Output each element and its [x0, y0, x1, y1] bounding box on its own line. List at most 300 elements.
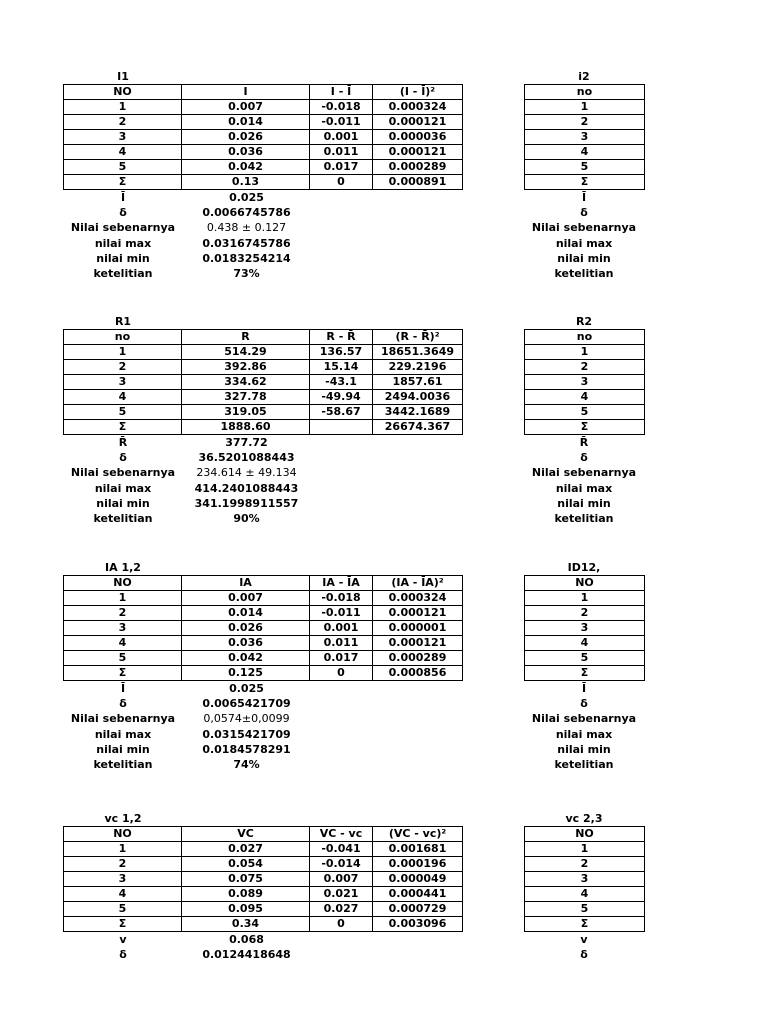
table-row: [525, 130, 645, 145]
stat-row: [63, 511, 323, 526]
table-cell: 1: [525, 591, 645, 606]
table-cell: 4: [525, 390, 645, 405]
table-cell: 0.000324: [373, 591, 463, 606]
table-cell: 1: [525, 100, 645, 115]
stat-row: [63, 205, 323, 220]
column-header: no: [525, 330, 645, 345]
table-cell: 0.000121: [373, 115, 463, 130]
stat-row: [63, 450, 323, 465]
table-cell: 4: [64, 887, 182, 902]
table-cell: 0.017: [310, 160, 373, 175]
column-header: NO: [525, 827, 645, 842]
column-header: (I - Ī)²: [373, 85, 463, 100]
table-header-row: [64, 330, 463, 345]
data-table: [524, 575, 645, 681]
table-cell: 1857.61: [373, 375, 463, 390]
table-cell: 0.027: [182, 842, 310, 857]
stat-label: nilai max: [94, 727, 152, 741]
table-cell: 0.021: [310, 887, 373, 902]
stat-value: 0.0066745786: [202, 206, 291, 220]
table-row: [64, 100, 463, 115]
table-cell: -0.011: [310, 115, 373, 130]
stat-label: δ: [119, 206, 127, 220]
table-cell: -0.018: [310, 100, 373, 115]
stat-label: R̄: [579, 436, 589, 449]
table-cell: 0.007: [182, 100, 310, 115]
table-row: [64, 857, 463, 872]
stat-row: [524, 681, 654, 696]
stat-value: 0.0124418648: [202, 948, 291, 962]
table-row: [64, 175, 463, 190]
column-header: NO: [64, 85, 182, 100]
table-row: [525, 390, 645, 405]
table-cell: 2: [64, 360, 182, 375]
table-row: [525, 621, 645, 636]
table-cell: 15.14: [310, 360, 373, 375]
data-table: [63, 575, 463, 681]
table-cell: 0.000036: [373, 130, 463, 145]
table-row: [64, 115, 463, 130]
table-cell: 0.014: [182, 115, 310, 130]
stat-label: δ: [580, 451, 588, 465]
data-table: [63, 826, 463, 932]
table-cell: 3: [525, 621, 645, 636]
table-cell: -0.041: [310, 842, 373, 857]
table-row: [64, 160, 463, 175]
table-cell: 0.089: [182, 887, 310, 902]
table-header-row: [64, 827, 463, 842]
stat-label: v: [580, 933, 588, 946]
table-cell: 0.036: [182, 145, 310, 160]
table-cell: 5: [525, 902, 645, 917]
stat-row: [63, 481, 323, 496]
stat-label: δ: [580, 206, 588, 220]
table-cell: 0.13: [182, 175, 310, 190]
stat-label: nilai max: [555, 727, 613, 741]
column-header: NO: [525, 576, 645, 591]
table-cell: 1: [525, 842, 645, 857]
stat-row: [63, 190, 323, 205]
stat-label: ketelitian: [554, 757, 614, 771]
table-row: [525, 902, 645, 917]
table-cell: 2: [64, 606, 182, 621]
table-cell: 319.05: [182, 405, 310, 420]
table-cell: 4: [525, 145, 645, 160]
table-cell: 0.000324: [373, 100, 463, 115]
data-table: [524, 329, 645, 435]
table-cell: -0.014: [310, 857, 373, 872]
stat-label: nilai min: [557, 251, 611, 265]
table-cell: 0.036: [182, 636, 310, 651]
stat-label: δ: [119, 948, 127, 962]
column-header: (IA - ĪA)²: [373, 576, 463, 591]
table-cell: 0.125: [182, 666, 310, 681]
stat-row: [524, 481, 654, 496]
table-row: [64, 420, 463, 435]
table-cell: 5: [525, 160, 645, 175]
table-cell: 0.042: [182, 160, 310, 175]
table-row: [64, 842, 463, 857]
table-cell: 0.075: [182, 872, 310, 887]
table-cell: 0.000441: [373, 887, 463, 902]
summary-stats: [524, 190, 654, 281]
section-title: i2: [578, 70, 590, 83]
stat-label: Nilai sebenarnya: [70, 221, 176, 235]
table-cell: 3: [64, 872, 182, 887]
stat-row: [524, 205, 654, 220]
stat-row: [63, 681, 323, 696]
table-row: [64, 917, 463, 932]
table-row: [64, 636, 463, 651]
table-cell: 1: [525, 345, 645, 360]
stat-row: [524, 696, 654, 711]
stat-row: [63, 932, 323, 947]
table-cell: 2: [525, 857, 645, 872]
section-title: I1: [117, 70, 129, 83]
table-row: [525, 636, 645, 651]
table-cell: 3: [525, 872, 645, 887]
column-header: NO: [64, 576, 182, 591]
stat-row: [524, 711, 654, 726]
stat-label: Ī: [581, 191, 587, 204]
table-cell: 0.000121: [373, 636, 463, 651]
table-cell: 3: [64, 621, 182, 636]
table-cell: 0.007: [310, 872, 373, 887]
table-row: [525, 405, 645, 420]
stat-row: [524, 511, 654, 526]
table-cell: 1888.60: [182, 420, 310, 435]
column-header: (VC - vc)²: [373, 827, 463, 842]
stat-row: [524, 236, 654, 251]
stat-value: 0.0316745786: [202, 236, 291, 250]
table-cell: 5: [64, 651, 182, 666]
table-row: [64, 651, 463, 666]
table-cell: 136.57: [310, 345, 373, 360]
stat-label: R̄: [118, 436, 128, 449]
table-row: [525, 175, 645, 190]
table-cell: 2494.0036: [373, 390, 463, 405]
table-cell: 18651.3649: [373, 345, 463, 360]
table-row: [525, 842, 645, 857]
table-cell: -43.1: [310, 375, 373, 390]
table-row: [64, 375, 463, 390]
stat-row: [63, 742, 323, 757]
table-cell: 1: [64, 100, 182, 115]
table-header-row: [64, 85, 463, 100]
stat-row: [524, 220, 654, 235]
stat-label: Nilai sebenarnya: [531, 712, 637, 726]
data-table: [63, 84, 463, 190]
stat-row: [524, 727, 654, 742]
table-cell: 392.86: [182, 360, 310, 375]
stat-value: 0.438 ± 0.127: [206, 221, 287, 235]
stat-label: nilai min: [96, 251, 150, 265]
table-cell: 0.011: [310, 145, 373, 160]
table-cell: 0.000289: [373, 651, 463, 666]
stat-label: ketelitian: [93, 511, 153, 525]
table-cell: 26674.367: [373, 420, 463, 435]
stat-label: nilai max: [555, 481, 613, 495]
table-header-row: [525, 330, 645, 345]
column-header: (R - R̄)²: [373, 330, 463, 345]
table-row: [64, 130, 463, 145]
section-title: vc 2,3: [565, 812, 603, 825]
table-cell: 0.014: [182, 606, 310, 621]
stat-label: nilai max: [94, 236, 152, 250]
stat-label: ketelitian: [93, 757, 153, 771]
table-row: [64, 621, 463, 636]
table-cell: 3: [64, 130, 182, 145]
table-cell: 5: [525, 651, 645, 666]
table-row: [64, 360, 463, 375]
stat-label: ketelitian: [554, 266, 614, 280]
stat-value: 414.2401088443: [194, 481, 299, 495]
stat-row: [63, 251, 323, 266]
summary-stats: [63, 190, 323, 281]
table-cell: 0.000891: [373, 175, 463, 190]
stat-label: nilai min: [557, 496, 611, 510]
column-header: I - Ī: [310, 85, 373, 100]
section-title: R1: [114, 315, 132, 328]
table-cell: -49.94: [310, 390, 373, 405]
table-cell: 1: [64, 591, 182, 606]
table-header-row: [64, 576, 463, 591]
table-header-row: [525, 576, 645, 591]
stat-label: Nilai sebenarnya: [531, 221, 637, 235]
table-cell: 229.2196: [373, 360, 463, 375]
table-cell: 2: [525, 360, 645, 375]
section-title: vc 1,2: [104, 812, 142, 825]
stat-row: [524, 435, 654, 450]
column-header: R - R̄: [310, 330, 373, 345]
table-row: [525, 420, 645, 435]
data-table: [63, 329, 463, 435]
stat-label: Ī: [120, 682, 126, 695]
table-cell: 4: [64, 636, 182, 651]
table-cell: 0.001: [310, 130, 373, 145]
table-row: [64, 345, 463, 360]
table-header-row: [525, 85, 645, 100]
table-row: [64, 591, 463, 606]
stat-row: [63, 266, 323, 281]
section-title: R2: [575, 315, 593, 328]
table-cell: 0.000001: [373, 621, 463, 636]
summary-stats: [63, 932, 323, 962]
table-row: [525, 100, 645, 115]
table-cell: 3: [64, 375, 182, 390]
stat-row: [524, 742, 654, 757]
data-table: [524, 84, 645, 190]
section-title: IA 1,2: [105, 561, 141, 574]
table-cell: Σ: [64, 666, 182, 681]
summary-stats: [524, 932, 654, 962]
stat-label: Nilai sebenarnya: [70, 712, 176, 726]
stat-row: [524, 450, 654, 465]
table-cell: 0.042: [182, 651, 310, 666]
table-cell: 0.017: [310, 651, 373, 666]
table-cell: 0.007: [182, 591, 310, 606]
table-cell: 2: [525, 606, 645, 621]
stat-row: [63, 696, 323, 711]
stat-label: Ī: [581, 682, 587, 695]
table-row: [525, 145, 645, 160]
stat-value: 0,0574±0,0099: [203, 712, 290, 726]
table-cell: 0.026: [182, 621, 310, 636]
table-cell: 334.62: [182, 375, 310, 390]
table-cell: 2: [64, 857, 182, 872]
table-cell: 0: [310, 917, 373, 932]
table-cell: 3442.1689: [373, 405, 463, 420]
stat-value: 0.0183254214: [202, 251, 291, 265]
table-row: [64, 902, 463, 917]
table-row: [525, 606, 645, 621]
table-cell: 1: [64, 842, 182, 857]
stat-row: [63, 711, 323, 726]
column-header: VC - vc: [310, 827, 373, 842]
table-cell: 5: [64, 902, 182, 917]
stat-value: 0.0065421709: [202, 697, 291, 711]
stat-row: [524, 251, 654, 266]
stat-row: [63, 220, 323, 235]
table-header-row: [525, 827, 645, 842]
table-cell: 0.011: [310, 636, 373, 651]
column-header: IA - ĪA: [310, 576, 373, 591]
table-cell: 0.000196: [373, 857, 463, 872]
stat-row: [524, 190, 654, 205]
stat-value: 0.068: [229, 933, 264, 946]
table-cell: 0.026: [182, 130, 310, 145]
table-cell: 0.000729: [373, 902, 463, 917]
table-row: [64, 606, 463, 621]
table-row: [525, 872, 645, 887]
column-header: I: [182, 85, 310, 100]
section-title: ID12,: [567, 561, 601, 574]
stat-label: nilai min: [96, 496, 150, 510]
table-cell: -0.011: [310, 606, 373, 621]
table-cell: [310, 420, 373, 435]
stat-row: [63, 947, 323, 962]
table-row: [525, 666, 645, 681]
stat-row: [524, 465, 654, 480]
summary-stats: [524, 681, 654, 772]
stat-value: 36.5201088443: [198, 451, 295, 465]
table-row: [525, 857, 645, 872]
table-cell: 0.000289: [373, 160, 463, 175]
stat-value: 74%: [233, 757, 260, 771]
table-cell: -58.67: [310, 405, 373, 420]
stat-label: δ: [580, 697, 588, 711]
table-cell: 0.003096: [373, 917, 463, 932]
column-header: VC: [182, 827, 310, 842]
table-cell: 5: [525, 405, 645, 420]
summary-stats: [524, 435, 654, 526]
stat-row: [524, 932, 654, 947]
stat-value: 0.025: [229, 191, 264, 204]
table-cell: 5: [64, 160, 182, 175]
table-row: [525, 360, 645, 375]
table-cell: 0.000049: [373, 872, 463, 887]
column-header: R: [182, 330, 310, 345]
stat-row: [63, 496, 323, 511]
table-row: [64, 872, 463, 887]
stat-value: 73%: [233, 266, 260, 280]
table-cell: -0.018: [310, 591, 373, 606]
table-cell: 0.000121: [373, 145, 463, 160]
table-row: [525, 345, 645, 360]
table-cell: 0.054: [182, 857, 310, 872]
table-cell: 5: [64, 405, 182, 420]
table-cell: Σ: [64, 917, 182, 932]
stat-row: [63, 465, 323, 480]
stat-label: Ī: [120, 191, 126, 204]
table-cell: 0.027: [310, 902, 373, 917]
stat-value: 0.0184578291: [202, 742, 291, 756]
table-cell: Σ: [525, 666, 645, 681]
table-cell: 4: [525, 636, 645, 651]
table-row: [525, 375, 645, 390]
table-row: [64, 887, 463, 902]
table-cell: 514.29: [182, 345, 310, 360]
table-cell: 2: [64, 115, 182, 130]
table-cell: Σ: [64, 175, 182, 190]
stat-label: ketelitian: [93, 266, 153, 280]
table-cell: 0.000121: [373, 606, 463, 621]
column-header: no: [525, 85, 645, 100]
table-cell: 4: [525, 887, 645, 902]
stat-value: 377.72: [225, 436, 268, 449]
table-row: [525, 591, 645, 606]
stat-label: δ: [119, 451, 127, 465]
table-cell: 3: [525, 375, 645, 390]
stat-label: nilai max: [555, 236, 613, 250]
stat-label: δ: [580, 948, 588, 962]
stat-value: 0.0315421709: [202, 727, 291, 741]
table-row: [525, 160, 645, 175]
stat-label: Nilai sebenarnya: [70, 466, 176, 480]
table-cell: 0: [310, 175, 373, 190]
stat-row: [63, 236, 323, 251]
table-cell: 327.78: [182, 390, 310, 405]
table-cell: Σ: [525, 420, 645, 435]
table-row: [64, 145, 463, 160]
stat-row: [524, 266, 654, 281]
stat-value: 234.614 ± 49.134: [196, 466, 297, 480]
table-row: [525, 651, 645, 666]
table-row: [525, 887, 645, 902]
table-cell: 0: [310, 666, 373, 681]
stat-label: δ: [119, 697, 127, 711]
summary-stats: [63, 681, 323, 772]
column-header: no: [64, 330, 182, 345]
stat-row: [63, 727, 323, 742]
table-row: [64, 666, 463, 681]
table-cell: 1: [64, 345, 182, 360]
stat-row: [524, 757, 654, 772]
stat-value: 0.025: [229, 682, 264, 695]
stat-label: v: [119, 933, 127, 946]
stat-label: nilai min: [96, 742, 150, 756]
table-cell: 4: [64, 390, 182, 405]
column-header: IA: [182, 576, 310, 591]
stat-row: [524, 496, 654, 511]
stat-value: 90%: [233, 511, 260, 525]
table-cell: 0.001: [310, 621, 373, 636]
stat-label: nilai max: [94, 481, 152, 495]
summary-stats: [63, 435, 323, 526]
table-cell: Σ: [525, 917, 645, 932]
column-header: NO: [64, 827, 182, 842]
table-row: [525, 115, 645, 130]
